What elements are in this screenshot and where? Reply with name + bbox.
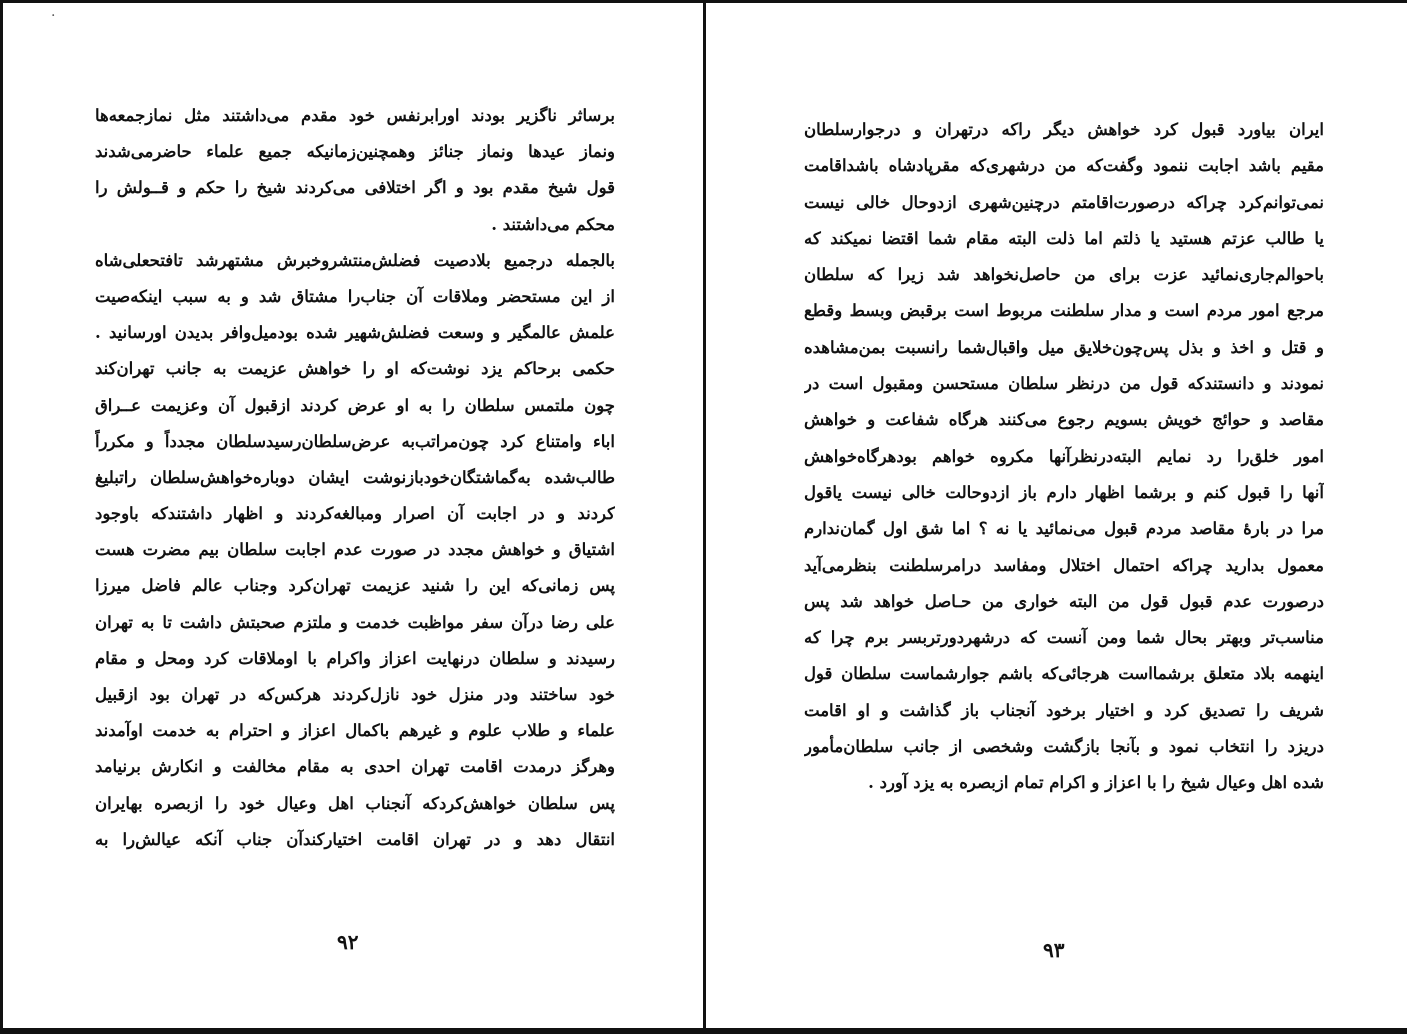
text-line: مرا در بارهٔ مقاصد مردم قبول می‌نمائید یا نه ؟ اما شق اول گمان‌ندارم <box>804 519 1324 539</box>
text-line: اشتیاق و خواهش مجدد در صورت عدم اجابت سلطان بیم مضرت هست <box>95 540 615 560</box>
text-line: علمش عالمگیر و وسعت فضلش‌شهیر شده بودمیل‌وافر بدیدن اورسانید . <box>95 323 615 343</box>
text-line: شده اهل وعیال شیخ را با اعزاز و اکرام تمام ازبصره به یزد آورد . <box>868 773 1324 793</box>
corner-mark: · <box>51 8 56 24</box>
text-line: علماء و طلاب علوم و غیرهم باکمال اعزاز و احترام به خدمت اوآمدند <box>95 721 615 741</box>
text-line: برساثر ناگزیر بودند اورابرنفس خود مقدم می‌داشتند مثل نمازجمعه‌ها <box>95 106 615 125</box>
text-line: ایران بیاورد قبول کرد خواهش دیگر راکه درتهران و درجوارسلطان <box>804 120 1324 139</box>
text-line: معمول بدارید چراکه احتمال اختلال ومفاسد درامرسلطنت بنظرمی‌آید <box>804 555 1324 575</box>
text-line: چون ملتمس سلطان را به او عرض کردند ازقبول آن وعزیمت عــراق <box>95 395 615 415</box>
right-page <box>706 0 1407 1028</box>
text-line: مقاصد و حوائج خویش بسویم رجوع می‌کنند هرگاه شفاعت و خواهش <box>804 410 1324 430</box>
text-line: انتقال دهد و در تهران اقامت اختیارکندآن جناب آنکه عیالش‌را به <box>95 829 615 849</box>
text-line: امور خلق‌را رد نمایم البته‌درنظرآنها مکروه خواهم بودهرگاه‌خواهش <box>804 446 1324 466</box>
text-line: مرجع امور مردم است و مدار سلطنت مربوط است برقبض وبسط وقطع <box>804 301 1324 321</box>
text-line: مناسب‌تر وبهتر بحال شما ومن آنست که درشهردورتربسر برم چرا که <box>804 628 1324 648</box>
text-line: اباء وامتناع کرد چون‌مراتب‌به عرض‌سلطان‌رسیدسلطان مجدداً و مکرراً <box>95 431 615 451</box>
text-line: طالب‌شده به‌گماشتگان‌خودبازنوشت ایشان دوباره‌خواهش‌سلطان راتبلیغ <box>95 467 615 487</box>
text-line: درصورت عدم قبول قول من البته خواری من حـاصل خواهد شد پس <box>804 591 1324 611</box>
text-line: نمی‌توانم‌کرد چراکه درصورت‌اقامتم درچنین‌شهری ازدوحال خالی نیست <box>804 192 1324 212</box>
left-page <box>3 0 703 1028</box>
text-line: محکم می‌داشتند . <box>491 214 615 234</box>
left-page-body <box>95 98 615 858</box>
text-line: کردند و در اجابت آن اصرار ومبالغه‌کردند و اظهار داشتندکه باوجود <box>95 504 615 524</box>
text-line: اینهمه بلاد متعلق برشمااست هرجائی‌که باشم جوارشماست سلطان قول <box>804 664 1324 684</box>
text-line: قول شیخ مقدم بود و اگر اختلافی می‌کردند شیخ را حکم و قــولش را <box>95 178 615 198</box>
text-line: از این مستحضر وملاقات آن جناب‌را مشتاق شد و به سبب اینکه‌صیت <box>95 286 615 306</box>
text-line: رسیدند و سلطان درنهایت اعزاز واکرام با اوملاقات کرد ومحل و مقام <box>95 648 615 668</box>
text-line: مقیم باشد اجابت ننمود وگفت‌که من درشهری‌که مقرپادشاه باشداقامت <box>804 156 1324 176</box>
text-line: وهرگز درمدت اقامت تهران احدی به مقام مخالفت و انکارش برنیامد <box>95 757 615 777</box>
text-line: آنها را قبول کنم و برشما اظهار دارم باز ازدوحالت خالی نیست یاقول <box>804 482 1324 502</box>
text-line: باحوالم‌جاری‌نمائید عزت برای من حاصل‌نخواهد شد زیرا که سلطان <box>804 265 1324 285</box>
page-number: ۹۲ <box>337 930 359 954</box>
text-line: پس زمانی‌که این را شنید عزیمت تهران‌کرد وجناب عالم فاضل میرزا <box>95 576 615 596</box>
text-line: خود ساختند ودر منزل خود نازل‌کردند هرکس‌که در تهران بود ازقبیل <box>95 685 615 704</box>
text-line: شریف را تصدیق کرد و اختیار برخود آنجناب باز گذاشت و او اقامت <box>804 700 1324 720</box>
text-line: بالجمله درجمیع بلادصیت فضلش‌منتشروخبرش مشتهرشد تافتحعلی‌شاه <box>95 250 615 270</box>
text-line: حکمی برحاکم یزد نوشت‌که او را خواهش عزیمت به جانب تهران‌کند <box>95 359 615 379</box>
text-line: نمودند و دانستندکه قول من درنظر سلطان مستحسن ومقبول است در <box>804 374 1324 394</box>
text-line: پس سلطان خواهش‌کردکه آنجناب اهل وعیال خود را ازبصره بهایران <box>95 793 615 813</box>
page-number: ۹۳ <box>1043 938 1065 962</box>
text-line: علی رضا درآن سفر مواظبت خدمت و ملتزم صحبتش داشت تا به تهران <box>95 612 615 632</box>
text-line: یا طالب عزتم هستید یا ذلتم اما ذلت البته مقام شما اقتضا نمیکند که <box>804 228 1324 248</box>
right-page-body <box>804 112 1324 802</box>
text-line: و قتل و اخذ و بذل پس‌چون‌خلایق میل واقبال‌شما رانسبت بمن‌مشاهده <box>804 337 1324 357</box>
text-line: دریزد را انتخاب نمود و بآنجا بازگشت وشخصی از جانب سلطان‌مأمور <box>804 737 1324 757</box>
text-line: ونماز عیدها ونماز جنائز وهمچنین‌زمانیکه جمیع علماء حاضرمی‌شدند <box>95 142 615 162</box>
